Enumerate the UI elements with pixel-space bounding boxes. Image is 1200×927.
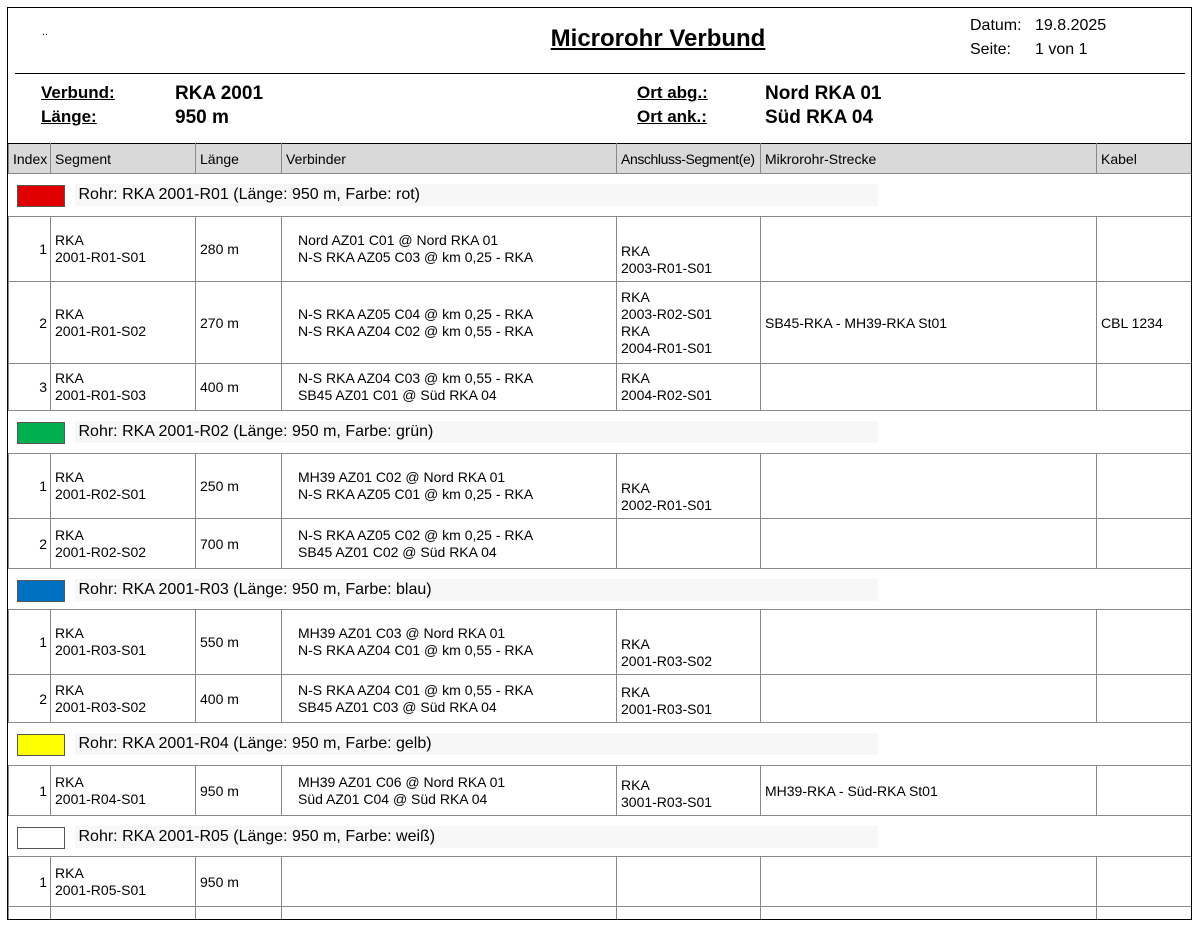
segment-line: RKA (55, 469, 84, 485)
index-cell: 3 (9, 364, 51, 411)
rohr-group-row (9, 723, 1193, 766)
mikrorohr-cell (761, 454, 1097, 519)
anschluss-line: RKA (621, 777, 650, 793)
rohr-group-cell (9, 723, 1193, 766)
mikrorohr-cell (761, 519, 1097, 569)
kabel-cell: CBL 1234 (1097, 282, 1193, 364)
verbinder-line: SB45 AZ01 C01 @ Süd RKA 04 (298, 387, 497, 403)
segment-cell (51, 857, 196, 907)
col-kabel-header: Kabel (1097, 144, 1193, 174)
empty-cell (761, 907, 1097, 921)
laenge-cell: 400 m (196, 675, 282, 723)
seite-label: Seite: (970, 41, 1011, 58)
kabel-cell (1097, 766, 1193, 816)
table-row (9, 857, 1193, 907)
anschluss-line: RKA (621, 288, 650, 305)
segment-line: RKA (55, 773, 84, 790)
segment-cell (51, 519, 196, 569)
anschluss-cell (617, 364, 761, 411)
anschluss-cell (617, 857, 761, 907)
anschluss-line: RKA (621, 684, 650, 700)
verbinder-line: N-S RKA AZ04 C01 @ km 0,55 - RKA (298, 681, 534, 698)
segment-cell (51, 217, 196, 282)
laenge-cell: 250 m (196, 454, 282, 519)
verbinder-line: Süd AZ01 C04 @ Süd RKA 04 (298, 790, 488, 807)
segment-cell (51, 675, 196, 723)
segment-line: RKA (55, 232, 84, 248)
mikrorohr-cell (761, 675, 1097, 723)
kabel-cell (1097, 454, 1193, 519)
empty-cell (196, 907, 282, 921)
anschluss-cell (617, 217, 761, 282)
ort-ank-label: Ort ank.: (637, 107, 707, 126)
index-cell: 2 (9, 282, 51, 364)
rohr-color-swatch (17, 185, 65, 207)
verbinder-line: MH39 AZ01 C03 @ Nord RKA 01 (298, 625, 506, 641)
ort-ank-value: Süd RKA 04 (765, 107, 874, 128)
empty-cell (51, 907, 196, 921)
mikrorohr-cell (761, 364, 1097, 411)
report-title-wrap (448, 25, 868, 53)
kabel-cell (1097, 519, 1193, 569)
rohr-group-cell (9, 816, 1193, 857)
table-row (9, 519, 1193, 569)
verbinder-cell (282, 857, 617, 907)
anschluss-line: 2001-R03-S01 (621, 701, 713, 717)
rohr-group-label: Rohr: RKA 2001-R01 (Länge: 950 m, Farbe: rot) (75, 184, 878, 206)
kabel-cell (1097, 610, 1193, 675)
anschluss-line: 2001-R03-S02 (621, 653, 713, 669)
table-row (9, 907, 1193, 921)
segment-cell (51, 454, 196, 519)
rohr-color-swatch (17, 422, 65, 444)
segment-cell (51, 282, 196, 364)
col-laenge-header: Länge (196, 144, 282, 174)
segment-line: 2001-R01-S01 (55, 249, 147, 265)
segment-line: RKA (55, 625, 84, 641)
verbinder-line: MH39 AZ01 C02 @ Nord RKA 01 (298, 469, 506, 485)
verbinder-line: SB45 AZ01 C03 @ Süd RKA 04 (298, 698, 497, 715)
rohr-group-row (9, 816, 1193, 857)
verbinder-line: N-S RKA AZ05 C04 @ km 0,25 - RKA (298, 305, 534, 322)
col-index-header: Index (9, 144, 51, 174)
index-cell: 1 (9, 454, 51, 519)
rohr-color-swatch (17, 734, 65, 756)
table-row (9, 610, 1193, 675)
segment-table (8, 143, 1192, 920)
rohr-group-label: Rohr: RKA 2001-R03 (Länge: 950 m, Farbe: blau) (75, 579, 878, 601)
empty-cell (282, 907, 617, 921)
segment-line: RKA (55, 305, 84, 322)
rohr-group-row (9, 569, 1193, 610)
kabel-cell (1097, 217, 1193, 282)
index-cell: 1 (9, 217, 51, 282)
empty-cell (617, 907, 761, 921)
header-dots: .. (42, 26, 49, 38)
anschluss-line: RKA (621, 480, 650, 496)
laenge-cell: 550 m (196, 610, 282, 675)
segment-line: RKA (55, 681, 84, 698)
col-segment-header: Segment (51, 144, 196, 174)
segment-cell (51, 364, 196, 411)
verbinder-line: N-S RKA AZ04 C02 @ km 0,55 - RKA (298, 322, 534, 339)
anschluss-line: 2004-R01-S01 (621, 339, 713, 356)
verbinder-line: MH39 AZ01 C06 @ Nord RKA 01 (298, 773, 506, 790)
anschluss-cell (617, 766, 761, 816)
anschluss-line: 2003-R02-S01 (621, 305, 713, 322)
table-row (9, 675, 1193, 723)
kabel-cell (1097, 364, 1193, 411)
verbinder-line: N-S RKA AZ05 C01 @ km 0,25 - RKA (298, 486, 534, 502)
verbinder-line: N-S RKA AZ04 C03 @ km 0,55 - RKA (298, 370, 534, 386)
rohr-group-cell (9, 411, 1193, 454)
table-row (9, 766, 1193, 816)
anschluss-cell (617, 282, 761, 364)
verbinder-cell (282, 364, 617, 411)
rohr-group-cell (9, 174, 1193, 217)
index-cell: 1 (9, 610, 51, 675)
laenge-value: 950 m (175, 107, 229, 128)
laenge-cell: 280 m (196, 217, 282, 282)
segment-line: 2001-R05-S01 (55, 881, 147, 898)
verbinder-cell (282, 454, 617, 519)
segment-line: 2001-R02-S01 (55, 486, 147, 502)
anschluss-line: RKA (621, 243, 650, 259)
ort-abg-label: Ort abg.: (637, 83, 708, 102)
verbinder-line: SB45 AZ01 C02 @ Süd RKA 04 (298, 543, 497, 560)
anschluss-line: 2002-R01-S01 (621, 497, 713, 513)
laenge-label: Länge: (41, 107, 97, 126)
segment-cell (51, 610, 196, 675)
verbinder-line: N-S RKA AZ04 C01 @ km 0,55 - RKA (298, 642, 534, 658)
anschluss-line: RKA (621, 370, 650, 386)
col-mikrorohr-header: Mikrorohr-Strecke (761, 144, 1097, 174)
laenge-cell: 950 m (196, 766, 282, 816)
rohr-group-label: Rohr: RKA 2001-R05 (Länge: 950 m, Farbe: weiß) (75, 826, 878, 848)
empty-cell (1097, 907, 1193, 921)
laenge-cell: 270 m (196, 282, 282, 364)
rohr-group-row (9, 411, 1193, 454)
segment-line: 2001-R01-S02 (55, 322, 147, 339)
segment-line: 2001-R01-S03 (55, 387, 147, 403)
header-divider (15, 73, 1185, 74)
verbinder-cell (282, 217, 617, 282)
datum-value: 19.8.2025 (1035, 17, 1107, 34)
empty-cell (9, 907, 51, 921)
anschluss-cell (617, 675, 761, 723)
table-row (9, 454, 1193, 519)
verbinder-line: N-S RKA AZ05 C03 @ km 0,25 - RKA (298, 249, 534, 265)
anschluss-line: 2004-R02-S01 (621, 387, 713, 403)
segment-line: RKA (55, 526, 84, 543)
index-cell: 1 (9, 766, 51, 816)
index-cell: 2 (9, 519, 51, 569)
table-header-row (9, 144, 1193, 174)
datum-label: Datum: (970, 17, 1022, 34)
anschluss-line: RKA (621, 322, 650, 339)
anschluss-line: 3001-R03-S01 (621, 794, 713, 810)
rohr-color-swatch (17, 827, 65, 849)
verbinder-cell (282, 675, 617, 723)
report-title: Microrohr Verbund (550, 25, 766, 52)
seite-value: 1 von 1 (1035, 41, 1088, 58)
verbund-value: RKA 2001 (175, 83, 264, 104)
anschluss-line: RKA (621, 636, 650, 652)
mikrorohr-cell: SB45-RKA - MH39-RKA St01 (761, 282, 1097, 364)
verbund-label: Verbund: (41, 83, 115, 102)
verbinder-line: N-S RKA AZ05 C02 @ km 0,25 - RKA (298, 526, 534, 543)
anschluss-cell (617, 519, 761, 569)
col-anschluss-header: Anschluss-Segment(e) (617, 144, 761, 174)
table-row (9, 282, 1193, 364)
ort-abg-value: Nord RKA 01 (765, 83, 882, 104)
mikrorohr-cell (761, 610, 1097, 675)
laenge-cell: 400 m (196, 364, 282, 411)
verbinder-cell (282, 766, 617, 816)
table-row (9, 217, 1193, 282)
report-page (7, 7, 1192, 920)
rohr-group-label: Rohr: RKA 2001-R04 (Länge: 950 m, Farbe: gelb) (75, 733, 878, 755)
segment-cell (51, 766, 196, 816)
mikrorohr-cell: MH39-RKA - Süd-RKA St01 (761, 766, 1097, 816)
verbinder-line: Nord AZ01 C01 @ Nord RKA 01 (298, 232, 499, 248)
segment-line: 2001-R03-S02 (55, 698, 147, 715)
table-row (9, 364, 1193, 411)
kabel-cell (1097, 675, 1193, 723)
segment-line: 2001-R02-S02 (55, 543, 147, 560)
anschluss-line: 2003-R01-S01 (621, 260, 713, 276)
anschluss-cell (617, 610, 761, 675)
index-cell: 1 (9, 857, 51, 907)
verbinder-cell (282, 610, 617, 675)
verbinder-cell (282, 519, 617, 569)
segment-line: 2001-R03-S01 (55, 642, 147, 658)
laenge-cell: 700 m (196, 519, 282, 569)
rohr-group-cell (9, 569, 1193, 610)
anschluss-cell (617, 454, 761, 519)
mikrorohr-cell (761, 217, 1097, 282)
kabel-cell (1097, 857, 1193, 907)
segment-line: RKA (55, 370, 84, 386)
laenge-cell: 950 m (196, 857, 282, 907)
verbinder-cell (282, 282, 617, 364)
index-cell: 2 (9, 675, 51, 723)
segment-line: RKA (55, 864, 84, 881)
mikrorohr-cell (761, 857, 1097, 907)
rohr-color-swatch (17, 580, 65, 602)
rohr-group-row (9, 174, 1193, 217)
segment-line: 2001-R04-S01 (55, 790, 147, 807)
rohr-group-label: Rohr: RKA 2001-R02 (Länge: 950 m, Farbe: grün) (75, 421, 878, 443)
col-verbinder-header: Verbinder (282, 144, 617, 174)
